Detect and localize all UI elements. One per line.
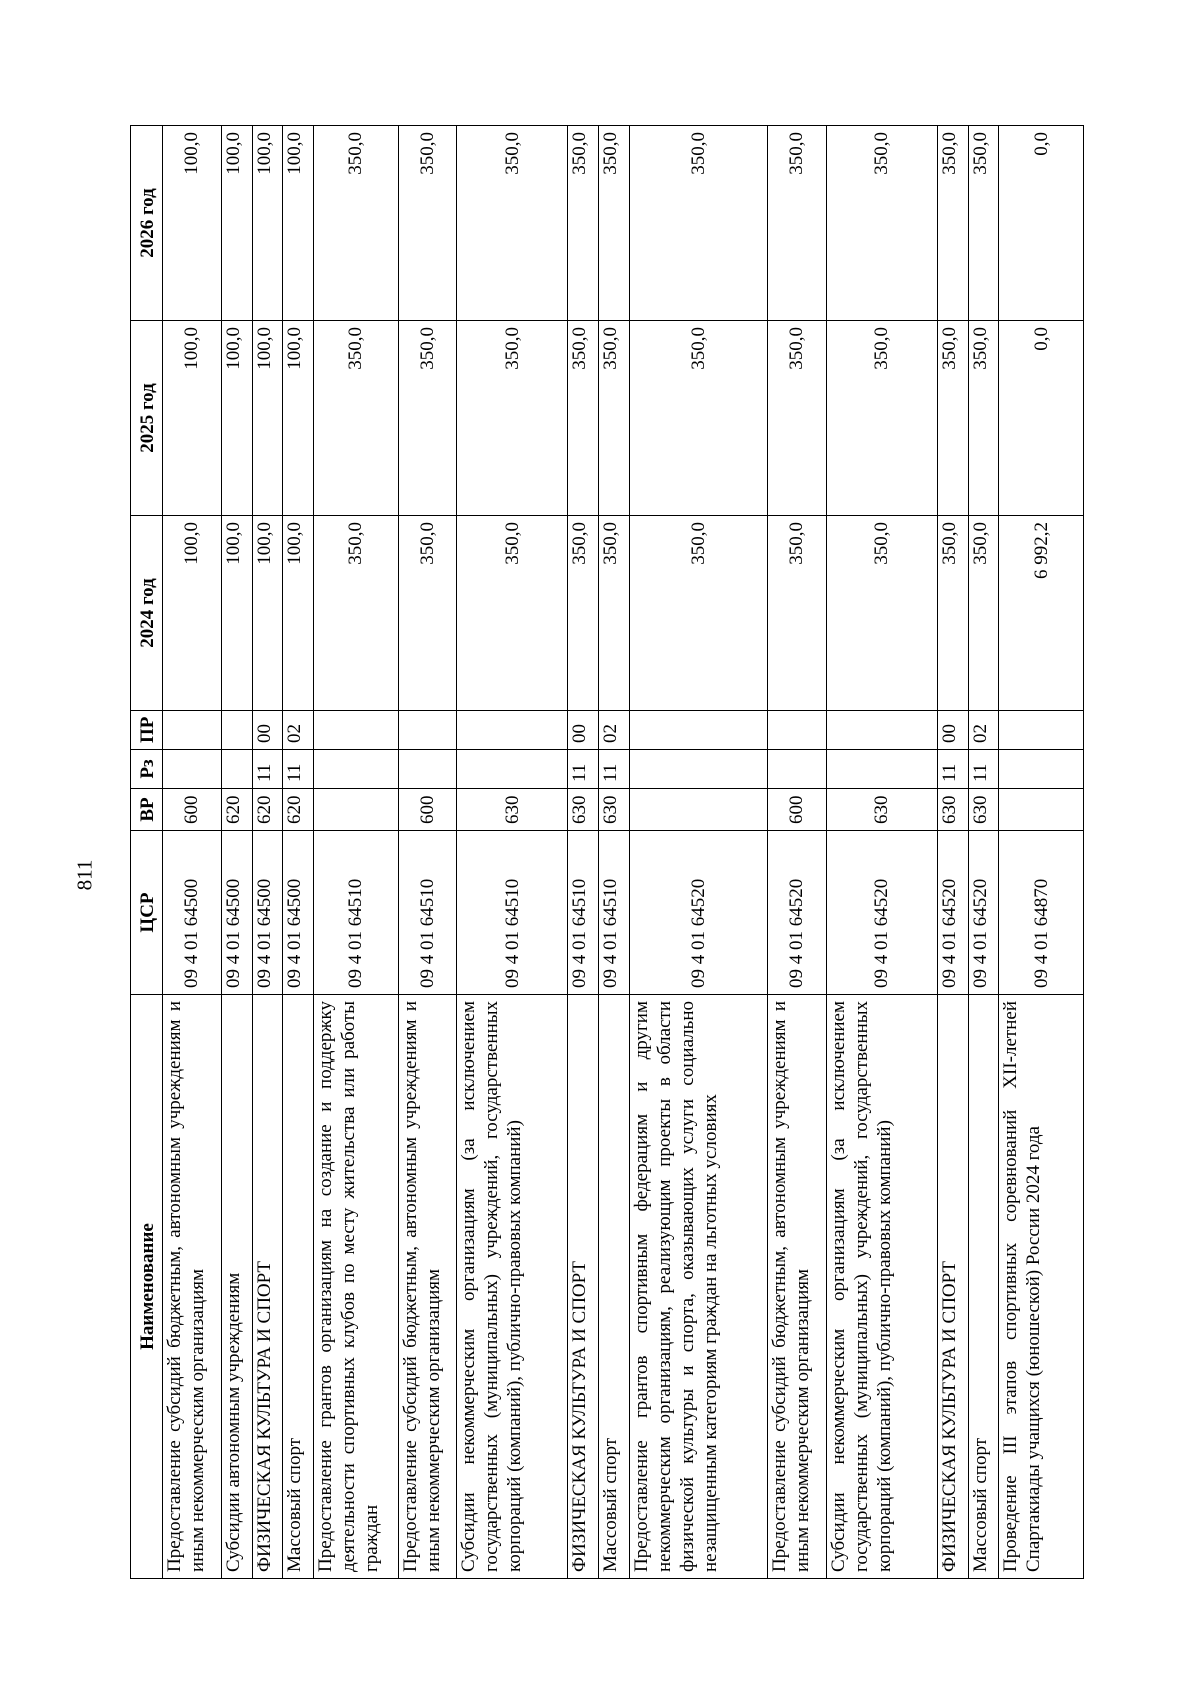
cell-csr: 09 4 01 64870 <box>999 831 1084 995</box>
cell-rz: 11 <box>283 750 314 789</box>
cell-y2025: 350,0 <box>398 321 457 516</box>
cell-rz <box>767 750 826 789</box>
cell-y2024: 350,0 <box>767 516 826 711</box>
cell-pr: 02 <box>283 711 314 750</box>
cell-name: ФИЗИЧЕСКАЯ КУЛЬТУРА И СПОРТ <box>568 995 599 1579</box>
cell-y2024: 100,0 <box>221 516 252 711</box>
cell-y2024: 100,0 <box>283 516 314 711</box>
cell-y2026: 100,0 <box>221 126 252 321</box>
cell-pr: 00 <box>568 711 599 750</box>
cell-rz <box>630 750 768 789</box>
table-row <box>221 126 252 1579</box>
cell-csr: 09 4 01 64510 <box>457 831 568 995</box>
table-row <box>599 126 630 1579</box>
cell-pr <box>767 711 826 750</box>
table-row <box>398 126 457 1579</box>
cell-y2026: 350,0 <box>826 126 937 321</box>
cell-rz <box>457 750 568 789</box>
cell-y2024: 350,0 <box>457 516 568 711</box>
cell-name: ФИЗИЧЕСКАЯ КУЛЬТУРА И СПОРТ <box>937 995 968 1579</box>
cell-vr: 600 <box>163 789 222 831</box>
cell-y2025: 350,0 <box>457 321 568 516</box>
cell-rz <box>826 750 937 789</box>
table-header-row <box>131 126 163 1579</box>
cell-y2026: 350,0 <box>937 126 968 321</box>
cell-y2025: 0,0 <box>999 321 1084 516</box>
cell-vr <box>630 789 768 831</box>
cell-vr <box>999 789 1084 831</box>
header-pr: ПР <box>131 711 163 750</box>
cell-pr <box>826 711 937 750</box>
table-row <box>252 126 283 1579</box>
cell-y2025: 100,0 <box>283 321 314 516</box>
cell-y2026: 350,0 <box>767 126 826 321</box>
table-row <box>457 126 568 1579</box>
cell-name: Предоставление субсидий бюджетным, автономным учреждениям и иным некоммерческим организациям <box>163 995 222 1579</box>
cell-y2024: 350,0 <box>826 516 937 711</box>
cell-y2025: 350,0 <box>630 321 768 516</box>
cell-csr: 09 4 01 64520 <box>937 831 968 995</box>
cell-vr: 630 <box>937 789 968 831</box>
cell-rz: 11 <box>568 750 599 789</box>
cell-pr <box>163 711 222 750</box>
budget-table <box>130 125 1084 1579</box>
cell-y2024: 100,0 <box>252 516 283 711</box>
cell-y2026: 100,0 <box>283 126 314 321</box>
cell-csr: 09 4 01 64520 <box>826 831 937 995</box>
cell-name: Массовый спорт <box>599 995 630 1579</box>
cell-pr <box>221 711 252 750</box>
cell-rz <box>999 750 1084 789</box>
cell-y2025: 350,0 <box>826 321 937 516</box>
cell-rz: 11 <box>937 750 968 789</box>
cell-y2025: 350,0 <box>568 321 599 516</box>
cell-vr: 630 <box>826 789 937 831</box>
cell-vr: 630 <box>599 789 630 831</box>
page-number: 811 <box>72 859 97 891</box>
cell-name: Предоставление субсидий бюджетным, автономным учреждениям и иным некоммерческим организациям <box>767 995 826 1579</box>
cell-y2025: 350,0 <box>599 321 630 516</box>
cell-name: Проведение III этапов спортивных соревнований XII-летней Спартакиады учащихся (юношеской) России 2024 года <box>999 995 1084 1579</box>
cell-vr: 620 <box>252 789 283 831</box>
cell-csr: 09 4 01 64510 <box>599 831 630 995</box>
table-row <box>937 126 968 1579</box>
cell-y2026: 100,0 <box>163 126 222 321</box>
cell-pr <box>398 711 457 750</box>
cell-y2026: 350,0 <box>314 126 398 321</box>
cell-vr: 600 <box>767 789 826 831</box>
cell-y2024: 350,0 <box>937 516 968 711</box>
cell-csr: 09 4 01 64500 <box>221 831 252 995</box>
table-row <box>968 126 999 1579</box>
table-row <box>999 126 1084 1579</box>
cell-y2026: 350,0 <box>568 126 599 321</box>
rotated-table-container <box>130 126 1084 1579</box>
header-2026: 2026 год <box>131 126 163 321</box>
cell-y2026: 0,0 <box>999 126 1084 321</box>
cell-y2026: 350,0 <box>457 126 568 321</box>
cell-name: ФИЗИЧЕСКАЯ КУЛЬТУРА И СПОРТ <box>252 995 283 1579</box>
table-row <box>826 126 937 1579</box>
cell-y2026: 350,0 <box>630 126 768 321</box>
cell-vr: 620 <box>283 789 314 831</box>
cell-y2025: 350,0 <box>314 321 398 516</box>
cell-y2025: 100,0 <box>252 321 283 516</box>
cell-y2025: 100,0 <box>163 321 222 516</box>
cell-name: Предоставление грантов спортивным федерациям и другим некоммерческим организациям, реализующим проекты в области физической культуры и спорта, оказывающих услуги социально незащищенным категориям граждан на льготных условиях <box>630 995 768 1579</box>
cell-csr: 09 4 01 64500 <box>283 831 314 995</box>
cell-pr: 02 <box>599 711 630 750</box>
cell-name: Массовый спорт <box>283 995 314 1579</box>
cell-csr: 09 4 01 64500 <box>163 831 222 995</box>
cell-name: Предоставление субсидий бюджетным, автономным учреждениям и иным некоммерческим организациям <box>398 995 457 1579</box>
cell-y2026: 350,0 <box>968 126 999 321</box>
cell-y2024: 350,0 <box>398 516 457 711</box>
cell-y2026: 350,0 <box>599 126 630 321</box>
cell-y2024: 350,0 <box>314 516 398 711</box>
cell-y2024: 6 992,2 <box>999 516 1084 711</box>
cell-y2024: 350,0 <box>599 516 630 711</box>
header-2025: 2025 год <box>131 321 163 516</box>
cell-y2025: 350,0 <box>937 321 968 516</box>
table-row <box>568 126 599 1579</box>
cell-name: Предоставление грантов организациям на создание и поддержку деятельности спортивных клубов по месту жительства или работы граждан <box>314 995 398 1579</box>
cell-csr: 09 4 01 64510 <box>568 831 599 995</box>
cell-vr: 630 <box>457 789 568 831</box>
table-row <box>767 126 826 1579</box>
header-csr: ЦСР <box>131 831 163 995</box>
cell-y2025: 350,0 <box>767 321 826 516</box>
cell-rz <box>221 750 252 789</box>
header-vr: ВР <box>131 789 163 831</box>
cell-vr: 630 <box>968 789 999 831</box>
cell-y2024: 100,0 <box>163 516 222 711</box>
cell-csr: 09 4 01 64520 <box>767 831 826 995</box>
cell-rz: 11 <box>599 750 630 789</box>
cell-y2026: 350,0 <box>398 126 457 321</box>
header-name: Наименование <box>131 995 163 1579</box>
cell-pr <box>457 711 568 750</box>
cell-y2024: 350,0 <box>568 516 599 711</box>
cell-name: Субсидии некоммерческим организациям (за исключением государственных (муниципальных) учреждений, государственных корпораций (компаний), публично-правовых компаний) <box>826 995 937 1579</box>
cell-pr <box>999 711 1084 750</box>
table-body <box>163 126 1084 1579</box>
cell-rz <box>163 750 222 789</box>
cell-vr <box>314 789 398 831</box>
cell-y2025: 100,0 <box>221 321 252 516</box>
cell-vr: 630 <box>568 789 599 831</box>
cell-csr: 09 4 01 64520 <box>968 831 999 995</box>
cell-csr: 09 4 01 64520 <box>630 831 768 995</box>
cell-name: Субсидии некоммерческим организациям (за исключением государственных (муниципальных) учреждений, государственных корпораций (компаний), публично-правовых компаний) <box>457 995 568 1579</box>
cell-vr: 600 <box>398 789 457 831</box>
cell-rz: 11 <box>252 750 283 789</box>
cell-y2025: 350,0 <box>968 321 999 516</box>
cell-y2024: 350,0 <box>630 516 768 711</box>
table-row <box>630 126 768 1579</box>
cell-name: Массовый спорт <box>968 995 999 1579</box>
cell-y2026: 100,0 <box>252 126 283 321</box>
cell-name: Субсидии автономным учреждениям <box>221 995 252 1579</box>
header-rz: Рз <box>131 750 163 789</box>
cell-rz <box>398 750 457 789</box>
cell-pr: 00 <box>252 711 283 750</box>
table-row <box>163 126 222 1579</box>
cell-pr: 02 <box>968 711 999 750</box>
cell-rz <box>314 750 398 789</box>
cell-pr <box>630 711 768 750</box>
cell-rz: 11 <box>968 750 999 789</box>
cell-csr: 09 4 01 64500 <box>252 831 283 995</box>
cell-pr <box>314 711 398 750</box>
header-2024: 2024 год <box>131 516 163 711</box>
cell-vr: 620 <box>221 789 252 831</box>
cell-y2024: 350,0 <box>968 516 999 711</box>
table-row <box>283 126 314 1579</box>
cell-csr: 09 4 01 64510 <box>314 831 398 995</box>
cell-csr: 09 4 01 64510 <box>398 831 457 995</box>
cell-pr: 00 <box>937 711 968 750</box>
table-row <box>314 126 398 1579</box>
